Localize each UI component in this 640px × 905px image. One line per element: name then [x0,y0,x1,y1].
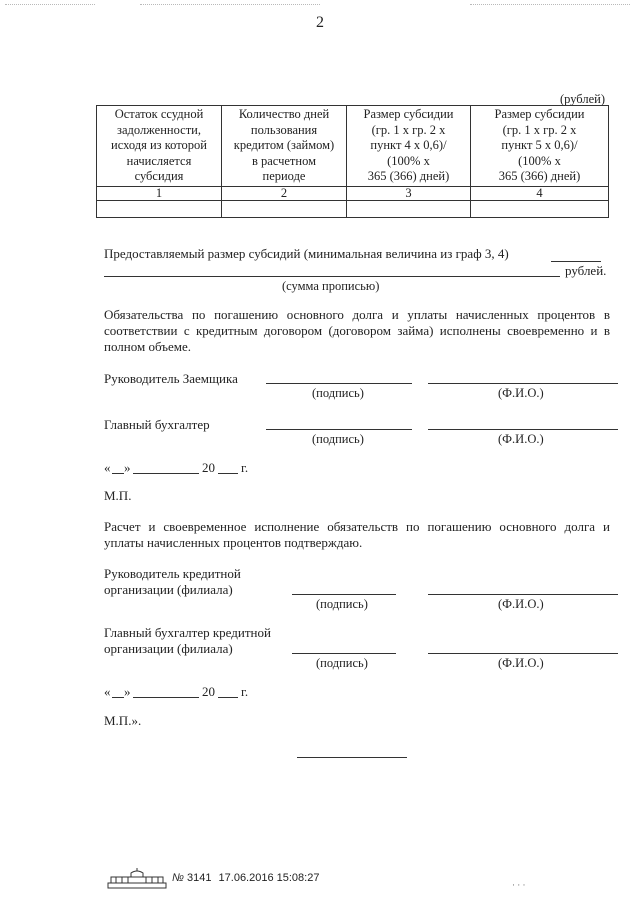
table-cell [347,201,471,218]
borrower-accountant-signature-line [266,429,412,430]
signature-caption: (подпись) [312,386,364,400]
bank-accountant-signature-line [292,653,396,654]
bank-head-label-line2: организации (филиала) [104,582,233,597]
page-number: 2 [316,14,324,31]
date-year-suffix: г. [241,684,249,699]
table-empty-row [97,201,609,218]
name-caption: (Ф.И.О.) [498,656,544,670]
table-number-row [97,187,609,201]
column-number: 2 [222,187,347,201]
header-cell-days: Количество дней пользования кредитом (займом) в расчетном периоде [222,106,347,187]
scan-artifact: · · · [512,880,526,890]
scan-noise-right [470,4,630,7]
government-building-icon [107,868,167,890]
borrower-stamp-place: М.П. [104,488,132,503]
subsidy-size-line [551,261,601,262]
rubles-suffix: рублей. [565,263,607,278]
name-caption: (Ф.И.О.) [498,432,544,446]
table-cell [471,201,609,218]
bank-accountant-name-line [428,653,618,654]
closing-line [297,757,407,758]
name-caption: (Ф.И.О.) [498,597,544,611]
header-cell-subsidy-p5: Размер субсидии (гр. 1 х гр. 2 х пункт 5 х 0,6)/ (100% х 365 (366) дней) [471,106,609,187]
table-cell [222,201,347,218]
subsidy-size-text: Предоставляемый размер субсидий (минимальная величина из граф 3, 4) [104,246,509,261]
bank-stamp-place: М.П.». [104,713,142,728]
borrower-head-name-line [428,383,618,384]
bank-head-label-line1: Руководитель кредитной [104,566,241,581]
date-month-line [133,697,199,698]
bank-head-name-line [428,594,618,595]
scan-noise-mid [140,4,320,7]
signature-caption: (подпись) [316,597,368,611]
date-day-line [112,697,124,698]
header-cell-subsidy-p4: Размер субсидии (гр. 1 х гр. 2 х пункт 4 х 0,6)/ (100% х 365 (366) дней) [347,106,471,187]
date-year-suffix: г. [241,460,249,475]
table-cell [97,201,222,218]
date-open-quote: « [104,684,111,699]
units-label: (рублей) [559,92,605,106]
header-cell-balance: Остаток ссудной задолженности, исходя из которой начисляется субсидия [97,106,222,187]
amount-words-line [104,276,560,277]
column-number: 3 [347,187,471,201]
borrower-accountant-label: Главный бухгалтер [104,417,210,432]
date-close-quote: » [124,684,131,699]
date-month-line [133,473,199,474]
document-timestamp: 17.06.2016 15:08:27 [218,872,320,884]
obligations-paragraph: Обязательства по погашению основного долга и уплаты начисленных процентов в соответствии с кредитным договором (договором займа) исполнены своевременно и в полном объеме. [104,307,610,354]
confirmation-paragraph: Расчет и своевременное исполнение обязательств по погашению основного долга и уплаты начисленных процентов подтверждаю. [104,519,610,550]
date-year-line [218,473,238,474]
amount-caption: (сумма прописью) [282,279,380,293]
date-year-line [218,697,238,698]
borrower-accountant-name-line [428,429,618,430]
bank-head-signature-line [292,594,396,595]
document-number-icon: № [172,872,184,884]
subsidy-table [96,105,609,218]
date-year-prefix: 20 [202,460,215,475]
column-number: 1 [97,187,222,201]
bank-accountant-label-line2: организации (филиала) [104,641,233,656]
column-number: 4 [471,187,609,201]
borrower-head-label: Руководитель Заемщика [104,371,238,386]
bank-accountant-label-line1: Главный бухгалтер кредитной [104,625,271,640]
signature-caption: (подпись) [312,432,364,446]
scan-noise-left [5,4,95,7]
date-open-quote: « [104,460,111,475]
government-building-logo [107,868,167,894]
date-day-line [112,473,124,474]
signature-caption: (подпись) [316,656,368,670]
date-year-prefix: 20 [202,684,215,699]
date-close-quote: » [124,460,131,475]
borrower-head-signature-line [266,383,412,384]
name-caption: (Ф.И.О.) [498,386,544,400]
document-registration-stamp [172,872,319,884]
document-number: 3141 [186,872,212,884]
table-header-row [97,106,609,187]
